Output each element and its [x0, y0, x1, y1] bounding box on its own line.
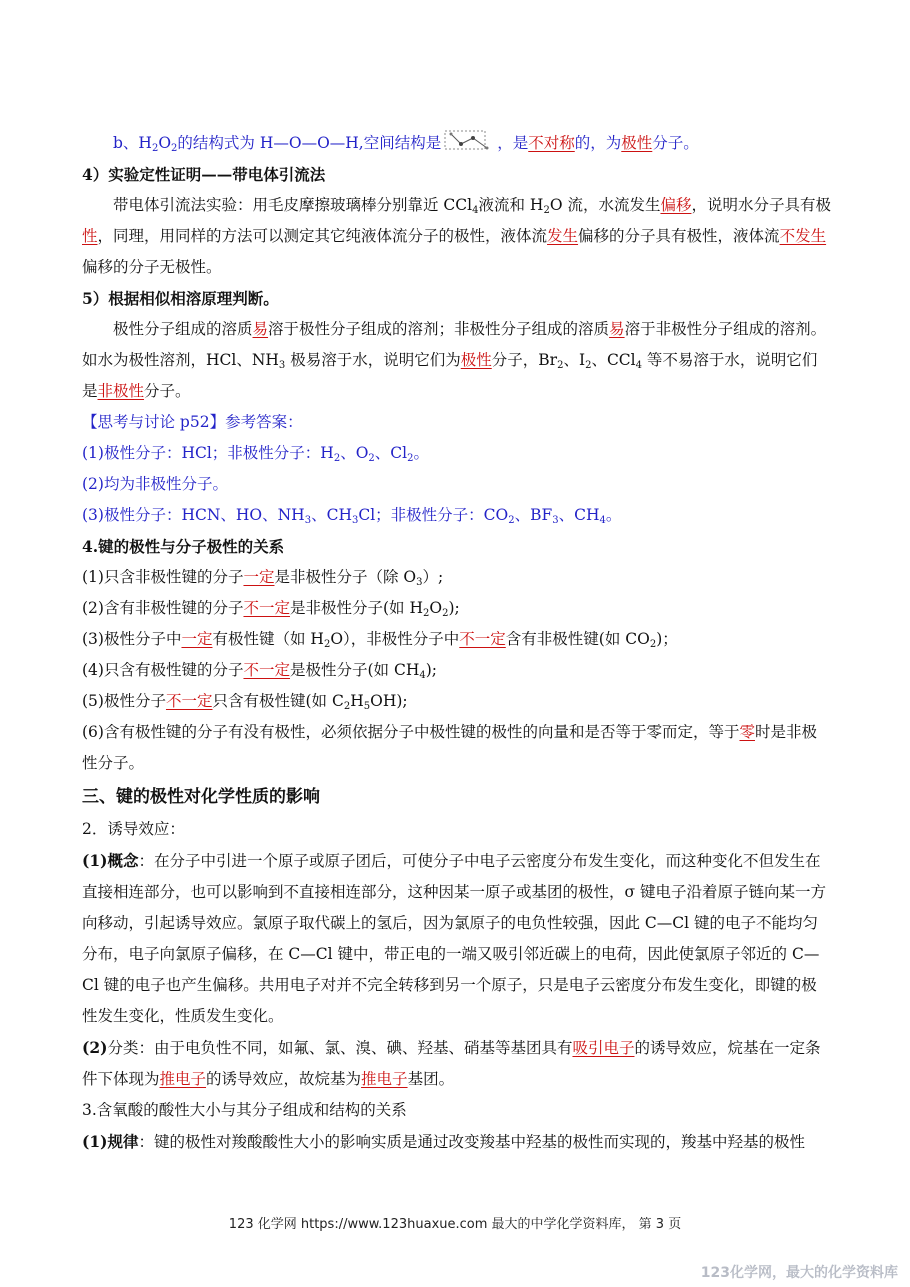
rule-item-6: (6)含有极性键的分子有没有极性，必须依据分子中极性键的极性的向量和是否等于零而定，等于零时是非极性分子。: [82, 723, 817, 772]
think-answer-3: (3)极性分子：HCN、HO、$NH_3$、$CH_3Cl$；非极性分子：$CO_2$、$BF_3$、$CH_4$。: [82, 506, 622, 526]
page-content: [82, 128, 832, 1158]
induction-effect-subtitle: 2．诱导效应：: [82, 820, 185, 838]
rule-item-4: (4)只含有极性键的分子不一定是极性分子(如 $CH_4$);: [82, 661, 437, 681]
page-footer: 123 化学网 https://www.123huaxue.com 最大的中学化学资料库， 第 3 页: [228, 1217, 682, 1232]
think-answer-2: (2)均为非极性分子。: [82, 475, 228, 493]
section-5-paragraph: 极性分子组成的溶质易溶于极性分子组成的溶剂；非极性分子组成的溶质易溶于非极性分子组成的溶剂。如水为极性溶剂，HCl、$NH_3$ 极易溶于水，说明它们为极性分子，$Br_2$、$I_2$、CCl$_4$ 等不易溶于水，说明它们是非极性分子。: [82, 320, 827, 400]
bond-molecule-polarity-title: 4.键的极性与分子极性的关系: [82, 537, 285, 556]
section-5-title: 5）根据相似相溶原理判断。: [82, 289, 279, 308]
h2o2-structure-image: [443, 128, 495, 154]
oxyacid-subtitle: 3.含氧酸的酸性大小与其分子组成和结构的关系: [82, 1101, 407, 1119]
rule-item-1: (1)只含非极性键的分子一定是非极性分子（除 $O_3$）;: [82, 568, 444, 588]
section-4-paragraph: 带电体引流法实验：用毛皮摩擦玻璃棒分别靠近 CCl$_4$液流和 $H_2O$ 流，水流发生偏移，说明水分子具有极性，同理，用同样的方法可以测定其它纯液体流分子的极性，液体流发生偏移的分子具有极性，液体流不发生偏移的分子无极性。: [82, 196, 831, 276]
h2o2-structure-line: b、$H_2O_2$的结构式为 H—O—O—H,空间结构是 ，是不对称的，为极性分子。: [82, 128, 832, 159]
rule-item-2: (2)含有非极性键的分子不一定是非极性分子(如 $H_2O_2$);: [82, 599, 460, 619]
think-discuss-title: 【思考与讨论 p52】参考答案：: [82, 413, 303, 431]
think-answer-1: (1)极性分子：HCl；非极性分子：$H_2$、$O_2$、$Cl_2$。: [82, 444, 429, 464]
section-3-heading: 三、键的极性对化学性质的影响: [82, 787, 320, 807]
rule-item-3: (3)极性分子中一定有极性键（如 $H_2O$），非极性分子中不一定含有非极性键(如 $CO_2$)；: [82, 630, 678, 650]
section-4-title: 4）实验定性证明——带电体引流法: [82, 165, 326, 184]
concept-paragraph: (1)概念：在分子中引进一个原子或原子团后，可使分子中电子云密度分布发生变化，而这种变化不但发生在直接相连部分，也可以影响到不直接相连部分，这种因某一原子或基团的极性，σ 键电子沿着原子链向某一方向移动，引起诱导效应。氯原子取代碳上的氢后，因为氯原子的电负性较强，因此 C—Cl 键的电子不能均匀分布，电子向氯原子偏移，在 C—Cl 键中，带正电的一端又吸引邻近碳上的电荷，因此使氯原子邻近的 C—Cl 键的电子也产生偏移。共用电子对并不完全转移到另一个原子，只是电子云密度分布发生变化，即键的极性发生变化，性质发生变化。: [82, 851, 827, 1025]
rule-item-5: (5)极性分子不一定只含有极性键(如 $C_2H_5OH$);: [82, 692, 408, 712]
classification-paragraph: (2)分类：由于电负性不同，如氟、氯、溴、碘、羟基、硝基等基团具有吸引电子的诱导效应，烷基在一定条件下体现为推电子的诱导效应，故烷基为推电子基团。: [82, 1038, 821, 1088]
site-watermark: 123化学网，最大的化学资料库: [700, 1265, 898, 1281]
rule-paragraph: (1)规律：键的极性对羧酸酸性大小的影响实质是通过改变羧基中羟基的极性而实现的，羧基中羟基的极性: [82, 1132, 805, 1151]
